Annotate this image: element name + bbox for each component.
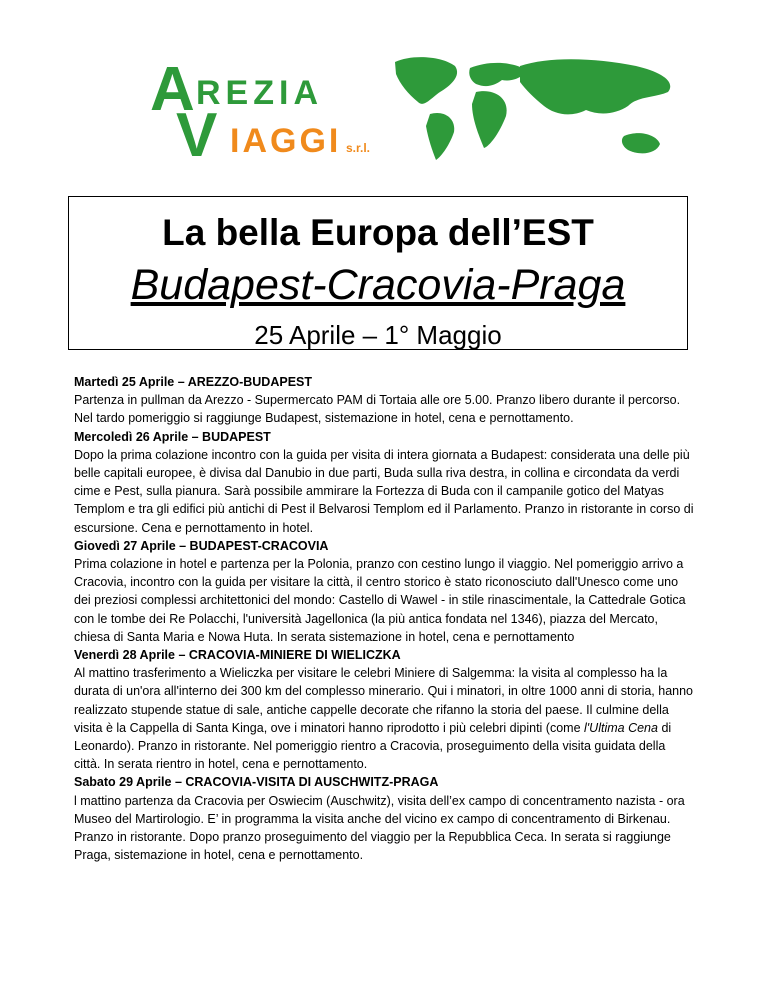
day-heading: Giovedì 27 Aprile – BUDAPEST-CRACOVIA — [74, 538, 329, 553]
logo-word-iaggi: IAGGI — [230, 122, 342, 160]
logo-letter-a: A — [150, 55, 195, 124]
world-map-icon — [395, 57, 670, 160]
title-box — [68, 196, 688, 350]
company-logo — [150, 52, 690, 162]
trip-dates: 25 Aprile – 1° Maggio — [254, 320, 502, 350]
day-section — [74, 373, 694, 428]
day-section — [74, 537, 694, 646]
day-text-part: di Leonardo). Pranzo in ristorante. Nel pomeriggio rientro a Cracovia, proseguimento della visita guidata della città. In serata rientro in hotel, cena e pernottamento. — [74, 720, 672, 772]
day-section — [74, 773, 694, 864]
day-description: Dopo la prima colazione incontro con la guida per visita di intera giornata a Budapest: considerata una delle più belle capitali europee, è divisa dal Danubio in due parti, Buda sulla riva destra, in collina e circondata da verdi cime e Pest, sulla pianura. Sarà possibile ammirare la Fortezza di Buda con il campanile gotico del Matyas Templom e tra gli edifici più antichi di Pest il Belvarosi Templom ed il Parlamento. Pranzo in ristorante in corso di escursione. Cena e pernottamento in hotel. — [74, 447, 694, 535]
logo-letter-v: V — [176, 101, 218, 162]
day-description: Partenza in pullman da Arezzo - Supermercato PAM di Tortaia alle ore 5.00. Pranzo libero durante il percorso. Nel tardo pomeriggio si raggiunge Budapest, sistemazione in hotel, cena e pernottamento. — [74, 393, 681, 426]
day-section — [74, 428, 694, 537]
day-description: Prima colazione in hotel e partenza per la Polonia, pranzo con cestino lungo il viaggio. Nel pomeriggio arrivo a Cracovia, incontro con la guida per visitare la città, il centro storico è stato riconosciuto dall'Unesco come uno dei preziosi complessi architettonici del mondo: Castello di Wawel - in stile rinascimentale, la Cattedrale Gotica con le tombe dei Re Polacchi, l'università Jagellonica (la più antica fondata nel 1346), piazza del Mercato, chiesa di Santa Maria e Nowa Huta. In serata sistemazione in hotel, cena e pernottamento — [74, 557, 686, 644]
cities-title: Budapest-Cracovia-Praga — [130, 261, 626, 309]
day-description — [74, 664, 694, 773]
page-title: La bella Europa dell’EST — [162, 212, 594, 253]
day-heading: Mercoledì 26 Aprile – BUDAPEST — [74, 429, 271, 444]
day-text-italic: l'Ultima Cena — [584, 720, 658, 735]
day-heading: Sabato 29 Aprile – CRACOVIA-VISITA DI AUSCHWITZ-PRAGA — [74, 775, 439, 790]
day-description: l mattino partenza da Cracovia per Oswiecim (Auschwitz), visita dell’ex campo di concentramento nazista - ora Museo del Martirologio. E’ in programma la visita anche del vicino ex campo di concentramento di Birkenau. Pranzo in ristorante. Dopo pranzo proseguimento del viaggio per la Repubblica Ceca. In serata si raggiunge Praga, sistemazione in hotel, cena e pernottamento. — [74, 793, 685, 863]
day-heading: Martedì 25 Aprile – AREZZO-BUDAPEST — [74, 375, 313, 389]
day-section — [74, 646, 694, 773]
logo-graphic — [150, 52, 690, 162]
logo-suffix: s.r.l. — [346, 141, 371, 155]
day-heading: Venerdì 28 Aprile – CRACOVIA-MINIERE DI WIELICZKA — [74, 648, 401, 663]
itinerary — [74, 373, 694, 864]
day-text-part: Al mattino trasferimento a Wieliczka per visitare le celebri Miniere di Salgemma: la visita al complesso ha la durata di un'ora all'interno dei 300 km del complesso minerario. Qui i minatori, in oltre 1000 anni di storia, hanno realizzato stupende statue di sale, antiche cappelle decorate che rifanno la storia del paese. Il culmine della visita è la Cappella di Santa Kinga, ove i minatori hanno riprodotto i più celebri dipinti (come — [74, 666, 694, 735]
logo-word-rezia: REZIA — [196, 74, 323, 112]
